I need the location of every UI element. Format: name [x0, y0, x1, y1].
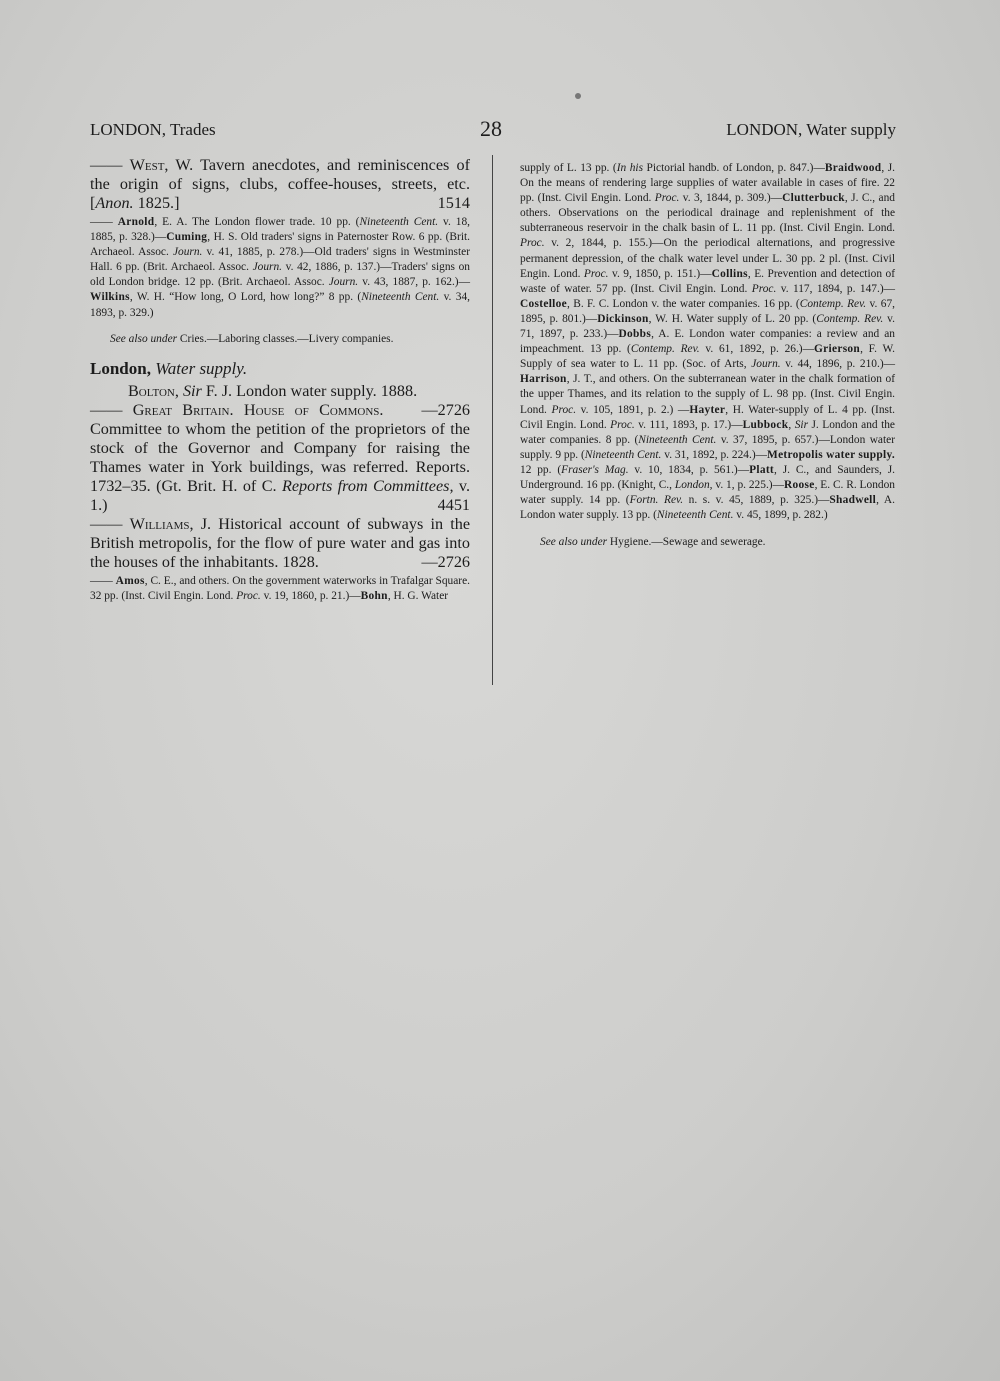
entry-italic: In his [616, 162, 644, 174]
entry-text: v. 61, 1892, p. 26.)— [699, 343, 814, 356]
entry-author: Williams, J. [129, 514, 212, 533]
entry-italic: Nineteenth Cent. [361, 291, 440, 304]
entry-text: J. London and the water companies. 8 pp. ( [520, 418, 895, 446]
entry-text: , F. W. Supply of sea water to L. 11 pp. (Soc. of Arts, [520, 343, 896, 371]
entry-italic: Sir [182, 381, 202, 400]
entry-text: v. 105, 1891, p. 2.) — [576, 403, 690, 416]
entry-number: 1514 [437, 194, 470, 212]
entry-name: Braidwood [824, 162, 882, 174]
entry-text: , J. C., and others. Observations on the periodical drainage and replenishment of the subterraneous reservoir in the chalk basin of L. 11 pp. (Inst. Civil Engin. Lond. [520, 192, 895, 235]
entry-name: Dobbs [618, 328, 652, 341]
entry-name: Lubbock [742, 418, 789, 431]
entry-italic: London, [674, 478, 713, 491]
entry-text: v. 42, 1886, p. 137.)—Traders' signs on old London bridge. 12 pp. (Brit. Archaeol. Assoc. [90, 261, 470, 289]
entry-text: v. 3, 1844, p. 309.)— [679, 192, 783, 205]
ink-spot [575, 93, 581, 99]
entry-name: Shadwell [829, 494, 877, 507]
see-also-text: Hygiene.—Sewage and sewerage. [607, 535, 766, 548]
dash: —— [90, 216, 118, 228]
dash: —— [90, 400, 133, 419]
entry-text: , H. G. Water [387, 589, 449, 602]
see-also-trades [90, 332, 470, 347]
page-number: 28 [480, 116, 502, 141]
entry-text: , E. A. The London flower trade. 10 pp. ( [154, 216, 360, 228]
see-also-text: Cries.—Laboring classes.—Livery companies. [177, 333, 394, 346]
entry-west [90, 156, 470, 213]
entry-italic: Contemp. Rev. [816, 312, 884, 325]
entry-text: , B. F. C. London v. the water companies. 16 pp. ( [566, 297, 800, 310]
entry-text: v. 71, 1897, p. 233.)— [520, 312, 895, 341]
entry-name: Clutterbuck [782, 192, 845, 205]
entry-text: v. 10, 1834, p. 561.)— [628, 463, 750, 476]
entry-italic: Journ. [252, 261, 282, 274]
see-also-water [520, 535, 895, 550]
entry-text: F. J. London water supply. 1888. [201, 381, 418, 400]
entry-text: v. 111, 1893, p. 17.)— [634, 418, 743, 431]
entry-text: , E. C. R. London water supply. 14 pp. ( [520, 478, 895, 507]
entry-text: v. 117, 1894, p. 147.)— [776, 282, 895, 295]
entry-text: , E. Prevention and detection of waste of water. 57 pp. (Inst. Civil Engin. Lond. [520, 267, 895, 295]
see-also-label: See also under [110, 333, 178, 346]
entry-water-list [520, 161, 895, 523]
entry-name: Collins [711, 267, 748, 280]
entry-italic: Contemp. Rev. [799, 297, 867, 310]
entry-text: v. 1.) [90, 476, 471, 514]
header-left: LONDON, Trades [90, 120, 216, 139]
entry-name: Hayter [689, 403, 726, 416]
entry-text: Tavern anecdotes, and reminiscences of the origin of signs, clubs, coffee-houses, streets, etc. [ [90, 156, 470, 212]
entry-text: , H. S. Old traders' signs in Paternoster Row. 6 pp. (Brit. Archaeol. Assoc. [90, 231, 470, 259]
entry-italic: Journ. [172, 246, 203, 259]
entry-text: v. 34, 1893, p. 329.) [90, 291, 470, 319]
entry-text: n. s. v. 45, 1889, p. 325.)— [683, 494, 830, 507]
heading-italic: Water supply. [155, 358, 248, 378]
entry-italic: Nineteenth Cent. [638, 433, 717, 446]
entry-name: Roose [783, 478, 815, 491]
entry-amos [90, 574, 470, 604]
entry-italic: Proc. [751, 282, 777, 295]
entry-italic: Fortn. Rev. [629, 494, 684, 507]
dash: —— [90, 574, 116, 587]
entry-text: supply of L. 13 pp. ( [520, 162, 617, 174]
entry-text: , W. H. “How long, O Lord, how long?” 8 pp. ( [129, 291, 362, 304]
entry-author: Great Britain. House of Commons. [132, 400, 384, 419]
entry-text: v. 31, 1892, p. 224.)— [661, 448, 768, 461]
entry-text: v. 19, 1860, p. 21.)— [260, 589, 361, 602]
entry-text: v. 43, 1887, p. 162.)— [358, 276, 470, 289]
entry-trades-list [90, 215, 470, 321]
entry-text: Pictorial handb. of London, p. 847.)— [643, 162, 825, 174]
column-divider [492, 155, 493, 685]
entry-name: Costelloe [520, 297, 567, 310]
entry-text: 1825.] [133, 194, 180, 212]
entry-text: Historical account of subways in the British metropolis, for the flow of pure water and gas into the houses of the inhabitants. 1828. [90, 514, 471, 571]
entry-name: Grierson [814, 343, 861, 356]
entry-italic: Proc. [551, 403, 577, 416]
entry-text: , J. On the means of rendering large supplies of water available in cases of fire. 22 pp. (Inst. Civil Engin. Lond. [520, 162, 895, 205]
entry-italic: Nineteenth Cent. [656, 509, 734, 522]
entry-number: 4451 [437, 495, 470, 514]
entry-text: , [788, 418, 795, 431]
entry-italic: Journ. [751, 358, 781, 371]
entry-text: v. 37, 1895, p. 657.)—London water supply. 9 pp. ( [520, 433, 895, 461]
entry-italic: Proc. [583, 267, 609, 280]
entry-text: Committee to whom the petition of the proprietors of the stock of the Governor and Company for raising the Thames water in York buildings, was referred. Reports. 1732–35. (Gt. Brit. H. of C. [90, 419, 470, 495]
entry-name: Bohn [360, 589, 388, 602]
entry-name: Harrison [520, 373, 567, 386]
entry-name: Arnold [117, 216, 155, 228]
entry-text: , A. E. London water companies: a review and an impeachment. 13 pp. ( [520, 328, 895, 356]
entry-text: v. 18, 1885, p. 328.)— [90, 216, 470, 244]
entry-italic: Reports from Committees, [281, 476, 454, 495]
entry-italic: Fraser's Mag. [561, 463, 629, 476]
entry-text: , J. C., and Saunders, J. Underground. 16 pp. (Knight, C., [520, 463, 895, 491]
entry-number: —2726 [421, 400, 470, 419]
dash: —— [90, 156, 130, 174]
entry-author: Bolton, [128, 381, 179, 400]
entry-text: , C. E., and others. On the government waterworks in Trafalgar Square. 32 pp. (Inst. Civil Engin. Lond. [90, 574, 470, 602]
entry-text: v. 2, 1844, p. 155.)—On the periodical alternations, and progressive permanent depression, of the chalk water level under L. 30 pp. 2 pl. (Inst. Civil Engin. Lond. [520, 237, 895, 280]
entry-italic: Proc. [654, 192, 680, 205]
entry-name: Platt [749, 463, 775, 476]
entry-name: Cuming [166, 231, 208, 244]
entry-italic: Proc. [236, 589, 261, 602]
see-also-label: See also under [540, 535, 608, 548]
entry-text: 12 pp. ( [520, 463, 562, 476]
entry-author: West, W. [129, 156, 194, 174]
entry-text: v. 67, 1895, p. 801.)— [520, 297, 895, 325]
entry-italic: Contemp. Rev. [630, 343, 700, 356]
entry-italic: Anon. [95, 194, 134, 212]
entry-text: v. 44, 1896, p. 210.)— [780, 358, 895, 371]
entry-text: v. 1, p. 225.)— [712, 478, 784, 491]
entry-name: Dickinson [597, 312, 649, 325]
header-right: LONDON, Water supply [726, 120, 896, 139]
entry-text: v. 45, 1899, p. 282.) [733, 509, 828, 522]
entry-williams [90, 515, 470, 572]
entry-name: Metropolis water supply. [767, 448, 896, 461]
entry-italic: Sir [794, 418, 809, 431]
running-header [90, 116, 896, 146]
entry-italic: Nineteenth Cent. [584, 448, 662, 461]
entry-italic: Proc. [610, 418, 635, 431]
entry-italic: Nineteenth Cent. [359, 216, 439, 228]
entry-name: Amos [115, 574, 145, 587]
entry-text: , W. H. Water supply of L. 20 pp. ( [648, 312, 817, 325]
entry-italic: Proc. [520, 237, 545, 250]
right-column [520, 161, 895, 561]
heading-bold: London, [90, 358, 151, 378]
entry-name: Wilkins [90, 291, 130, 304]
dash: —— [90, 514, 130, 533]
entry-text: v. 41, 1885, p. 278.)—Old traders' signs in Westminster Hall. 6 pp. (Brit. Archaeol. Assoc. [90, 246, 470, 274]
entry-text: v. 9, 1850, p. 151.)— [608, 267, 712, 280]
entry-number: —2726 [421, 552, 470, 571]
entry-text: , A. London water supply. 13 pp. ( [520, 494, 895, 522]
entry-italic: Journ. [328, 276, 359, 289]
section-heading [90, 359, 470, 379]
left-column [90, 156, 470, 604]
entry-text: , J. T., and others. On the subterranean water in the chalk formation of the upper Thames, and its relation to the supply of L. 98 pp. (Inst. Civil Engin. Lond. [520, 373, 895, 416]
entry-text: , H. Water-supply of L. 4 pp. (Inst. Civil Engin. Lond. [520, 403, 895, 431]
